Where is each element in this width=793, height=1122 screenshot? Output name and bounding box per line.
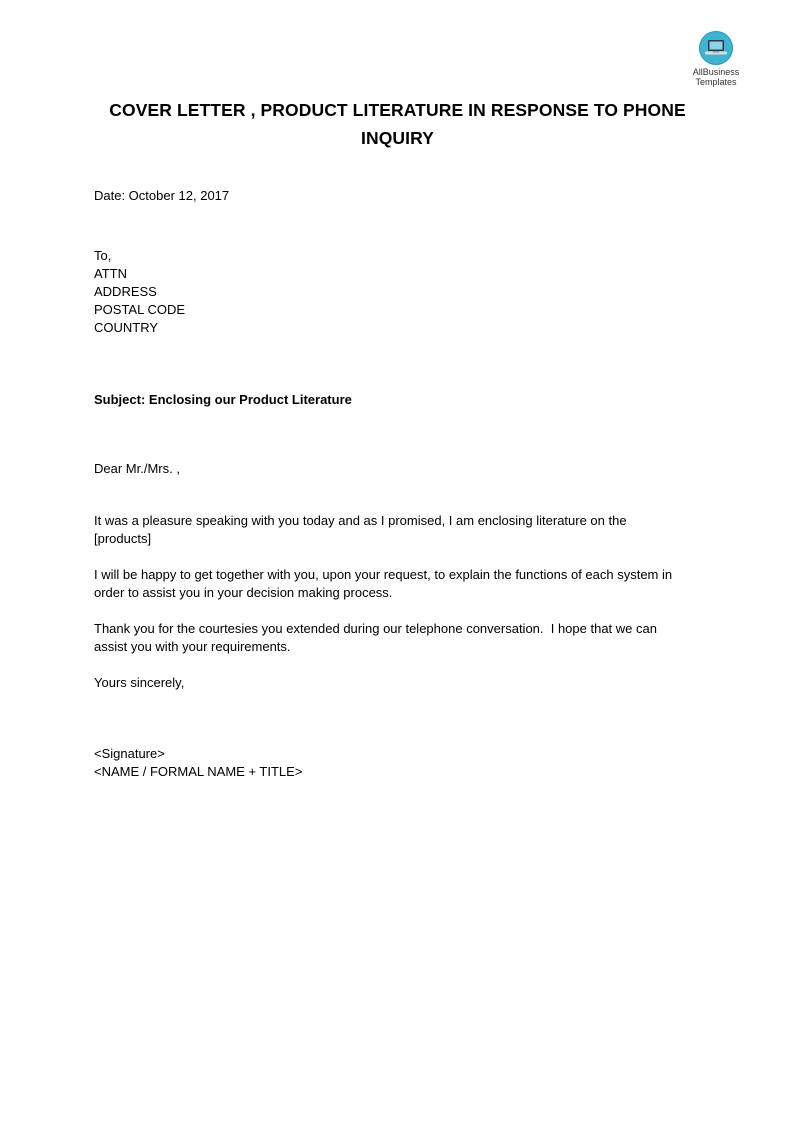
letter-date: Date: October 12, 2017 <box>94 188 230 203</box>
signature-placeholder: <Signature> <box>94 746 165 761</box>
brand-logo <box>684 31 748 87</box>
paragraph-3-line-1: Thank you for the courtesies you extended during our telephone conversation. I hope that we can <box>94 621 657 636</box>
recipient-address-line: ADDRESS <box>94 284 157 299</box>
logo-line-1: AllBusiness <box>692 67 740 77</box>
body-paragraph-1 <box>94 512 709 548</box>
paragraph-1-line-2: [products] <box>94 531 152 546</box>
paragraph-2-line-1: I will be happy to get together with you, upon your request, to explain the functions of each system in <box>94 567 673 582</box>
letter-salutation: Dear Mr./Mrs. , <box>94 461 180 476</box>
recipient-attn: ATTN <box>94 266 127 281</box>
recipient-address <box>94 247 709 337</box>
paragraph-2-line-2: order to assist you in your decision making process. <box>94 585 393 600</box>
body-paragraph-3 <box>94 620 709 656</box>
letter-subject: Subject: Enclosing our Product Literature <box>94 392 352 407</box>
recipient-postal-code: POSTAL CODE <box>94 302 186 317</box>
title-line-1: COVER LETTER , PRODUCT LITERATURE IN RESPONSE TO PHONE <box>109 100 686 120</box>
body-paragraph-2 <box>94 566 709 602</box>
letter-closing: Yours sincerely, <box>94 675 185 690</box>
recipient-country: COUNTRY <box>94 320 159 335</box>
signature-block <box>94 745 709 781</box>
logo-text <box>684 67 748 87</box>
document-title <box>100 96 695 152</box>
laptop-icon <box>699 31 733 65</box>
paragraph-3-line-2: assist you with your requirements. <box>94 639 291 654</box>
recipient-to: To, <box>94 248 112 263</box>
title-line-2: INQUIRY <box>361 128 434 148</box>
paragraph-1-line-1: It was a pleasure speaking with you today and as I promised, I am enclosing literature on the <box>94 513 627 528</box>
signer-name-title: <NAME / FORMAL NAME + TITLE> <box>94 764 303 779</box>
logo-line-2: Templates <box>695 77 737 87</box>
